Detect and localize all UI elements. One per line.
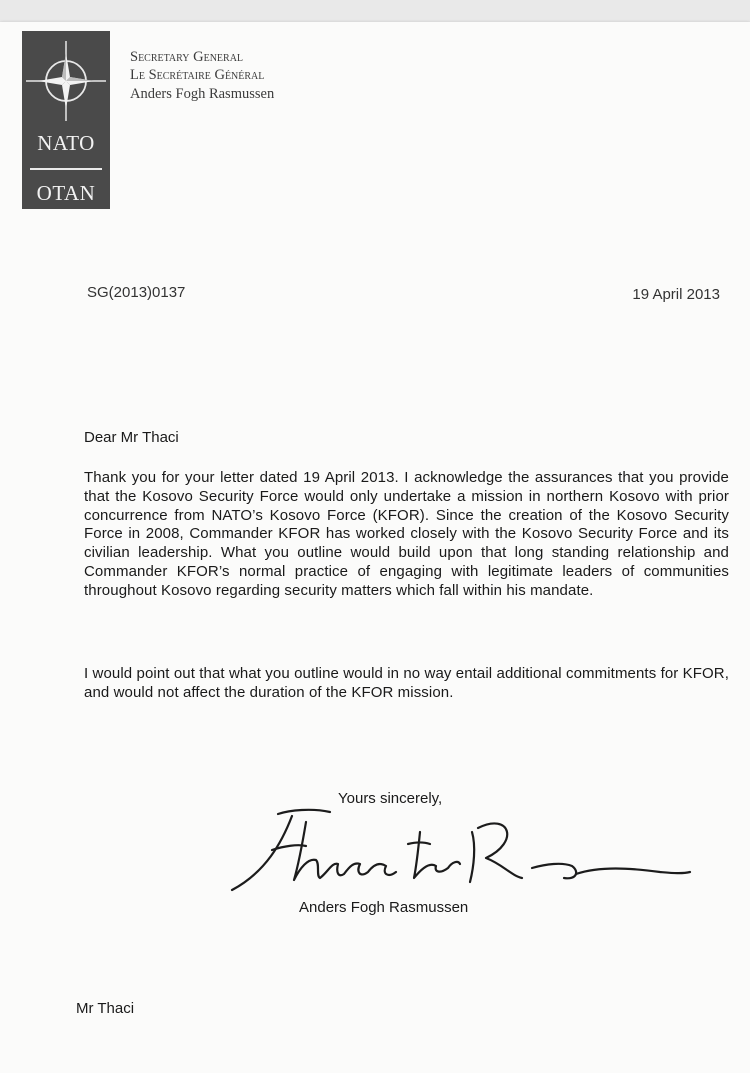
logo-nato-text: NATO — [37, 131, 95, 155]
body-paragraph-1: Thank you for your letter dated 19 April 2013. I acknowledge the assurances that you provide that the Kosovo Security Force would only undertake a mission in northern Kosovo with prior concurrence from NATO’s Kosovo Force (KFOR). Since the creation of the Kosovo Security Force in 2008, Commander KFOR has worked closely with the Kosovo Security Force and its civilian leadership. What you outline would build upon that long standing relationship and Commander KFOR’s normal practice of engaging with legitimate leaders of communities throughout Kosovo regarding security matters which fall within his mandate. — [84, 469, 729, 599]
closing: Yours sincerely, — [338, 790, 443, 807]
header-name: Anders Fogh Rasmussen — [130, 86, 275, 102]
header-title-fr: Le Secrétaire Général — [130, 67, 265, 83]
header-title-en: Secretary General — [130, 49, 244, 65]
signer-name: Anders Fogh Rasmussen — [299, 899, 469, 916]
letter-date: 19 April 2013 — [632, 286, 720, 303]
nato-compass-star-icon — [22, 31, 110, 131]
logo-divider — [30, 168, 102, 170]
body-paragraph-2: I would point out that what you outline would in no way entail additional commitments for KFOR, and would not affect the duration of the KFOR mission. — [84, 665, 729, 701]
nato-logo — [22, 31, 110, 209]
logo-otan-text: OTAN — [36, 181, 96, 205]
letter-page — [0, 22, 750, 1073]
addressee: Mr Thaci — [76, 1000, 135, 1017]
handwritten-signature — [220, 802, 700, 902]
reference-number: SG(2013)0137 — [87, 284, 186, 301]
salutation: Dear Mr Thaci — [84, 429, 179, 446]
